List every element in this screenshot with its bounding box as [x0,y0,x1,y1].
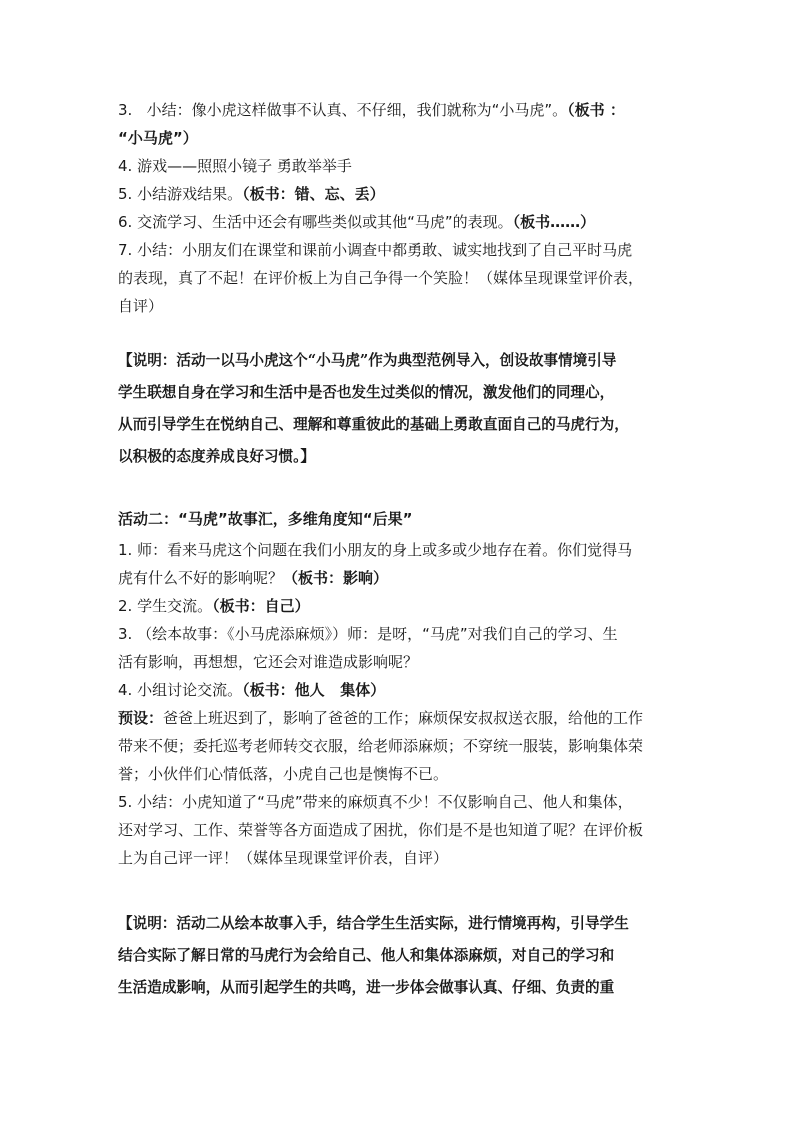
list-item [118,592,680,620]
note-line: 【说明：活动二从绘本故事入手，结合学生生活实际，进行情境再构，引导学生 [118,915,629,932]
activity2-note [118,908,680,1004]
text-run: 5. 小结：小虎知道了“马虎”带来的麻烦真不少！不仅影响自己、他人和集体， [118,793,633,811]
text-line [118,236,680,264]
text-run: 带来不便；委托巡考老师转交衣服，给老师添麻烦；不穿统一服装，影响集体荣 [118,737,644,755]
bold-text-run: （板书：错、忘、丢） [242,185,385,203]
list-item [118,704,680,788]
text-line [118,620,680,648]
text-run: 7. 小结：小朋友们在课堂和课前小调查中都勇敢、诚实地找到了自己平时马虎 [118,241,633,259]
text-run: 自评） [118,297,164,315]
bold-text-run: 预设： [118,709,164,727]
list-item [118,536,680,592]
note-line: 【说明：活动一以马小虎这个“小马虎”作为典型范例导入，创设故事情境引导 [118,352,617,369]
bold-text-run: （板书：影响） [283,569,389,587]
list-item [118,788,680,872]
list-item [118,152,680,180]
text-run: 的表现，真了不起！在评价板上为自己争得一个笑脸！（媒体呈现课堂评价表， [118,269,644,287]
text-line [118,564,680,592]
activity1-summary-items [118,96,680,320]
text-run: 2. 学生交流。 [118,597,213,615]
text-line [118,788,680,816]
text-line [118,704,680,732]
bold-text-run: “小马虎”） [118,129,198,147]
list-item [118,676,680,704]
bold-text-run: （板书：自己） [212,597,310,615]
text-run: 5. 小结游戏结果。 [118,185,243,203]
text-run: 爸爸上班迟到了，影响了爸爸的工作；麻烦保安叔叔送衣服，给他的工作 [163,709,644,727]
text-line [118,180,680,208]
text-line [118,732,680,760]
text-run: 1. 师：看来马虎这个问题在我们小朋友的身上或多或少地存在着。你们觉得马 [118,541,633,559]
text-line [118,592,680,620]
text-run: 6. 交流学习、生活中还会有哪些类似或其他“马虎”的表现。 [118,213,513,231]
bold-text-run: （板书……） [512,213,596,231]
text-run: 还对学习、工作、荣誉等各方面造成了困扰，你们是不是也知道了呢？在评价板 [118,821,644,839]
text-line [118,760,680,788]
text-line [118,152,680,180]
text-line [118,676,680,704]
list-item [118,236,680,320]
text-line [118,208,680,236]
list-item [118,208,680,236]
text-run: 3. 小结：像小虎这样做事不认真、不仔细，我们就称为“小马虎”。 [118,101,568,119]
text-line [118,292,680,320]
text-line [118,648,680,676]
activity1-note [118,345,680,473]
activity2-items [118,536,680,872]
text-run: 誉；小伙伴们心情低落，小虎自己也是懊悔不已。 [118,765,449,783]
text-run: 活有影响，再想想，它还会对谁造成影响呢？ [118,653,419,671]
text-line [118,816,680,844]
note-line: 学生联想自身在学习和生活中是否也发生过类似的情况，激发他们的同理心， [118,384,615,401]
note-line: 结合实际了解日常的马虎行为会给自己、他人和集体添麻烦，对自己的学习和 [118,947,615,964]
text-run: 4. 游戏——照照小镜子 勇敢举举手 [118,157,352,175]
note-line: 从而引导学生在悦纳自己、理解和尊重彼此的基础上勇敢直面自己的马虎行为， [118,416,629,433]
note-line: 以积极的态度养成良好习惯。】 [118,448,316,465]
list-item [118,96,680,152]
text-run: 虎有什么不好的影响呢？ [118,569,284,587]
bold-text-run: （板书 ： [567,101,625,119]
text-run: 4. 小组讨论交流。 [118,681,243,699]
list-item [118,620,680,676]
note-line: 生活造成影响，从而引起学生的共鸣，进一步体会做事认真、仔细、负责的重 [118,979,615,996]
text-line [118,124,680,152]
activity2-title-block [118,505,680,533]
bold-text-run: （板书：他人 集体） [242,681,386,699]
text-line [118,536,680,564]
text-line [118,264,680,292]
text-line [118,844,680,872]
text-run: 3. （绘本故事：《小马虎添麻烦》）师：是呀，“马虎”对我们自己的学习、生 [118,625,618,643]
activity2-title: 活动二：“马虎”故事汇，多维角度知“后果” [118,510,413,528]
text-run: 上为自己评一评！（媒体呈现课堂评价表，自评） [118,849,449,867]
text-line [118,96,680,124]
list-item [118,180,680,208]
